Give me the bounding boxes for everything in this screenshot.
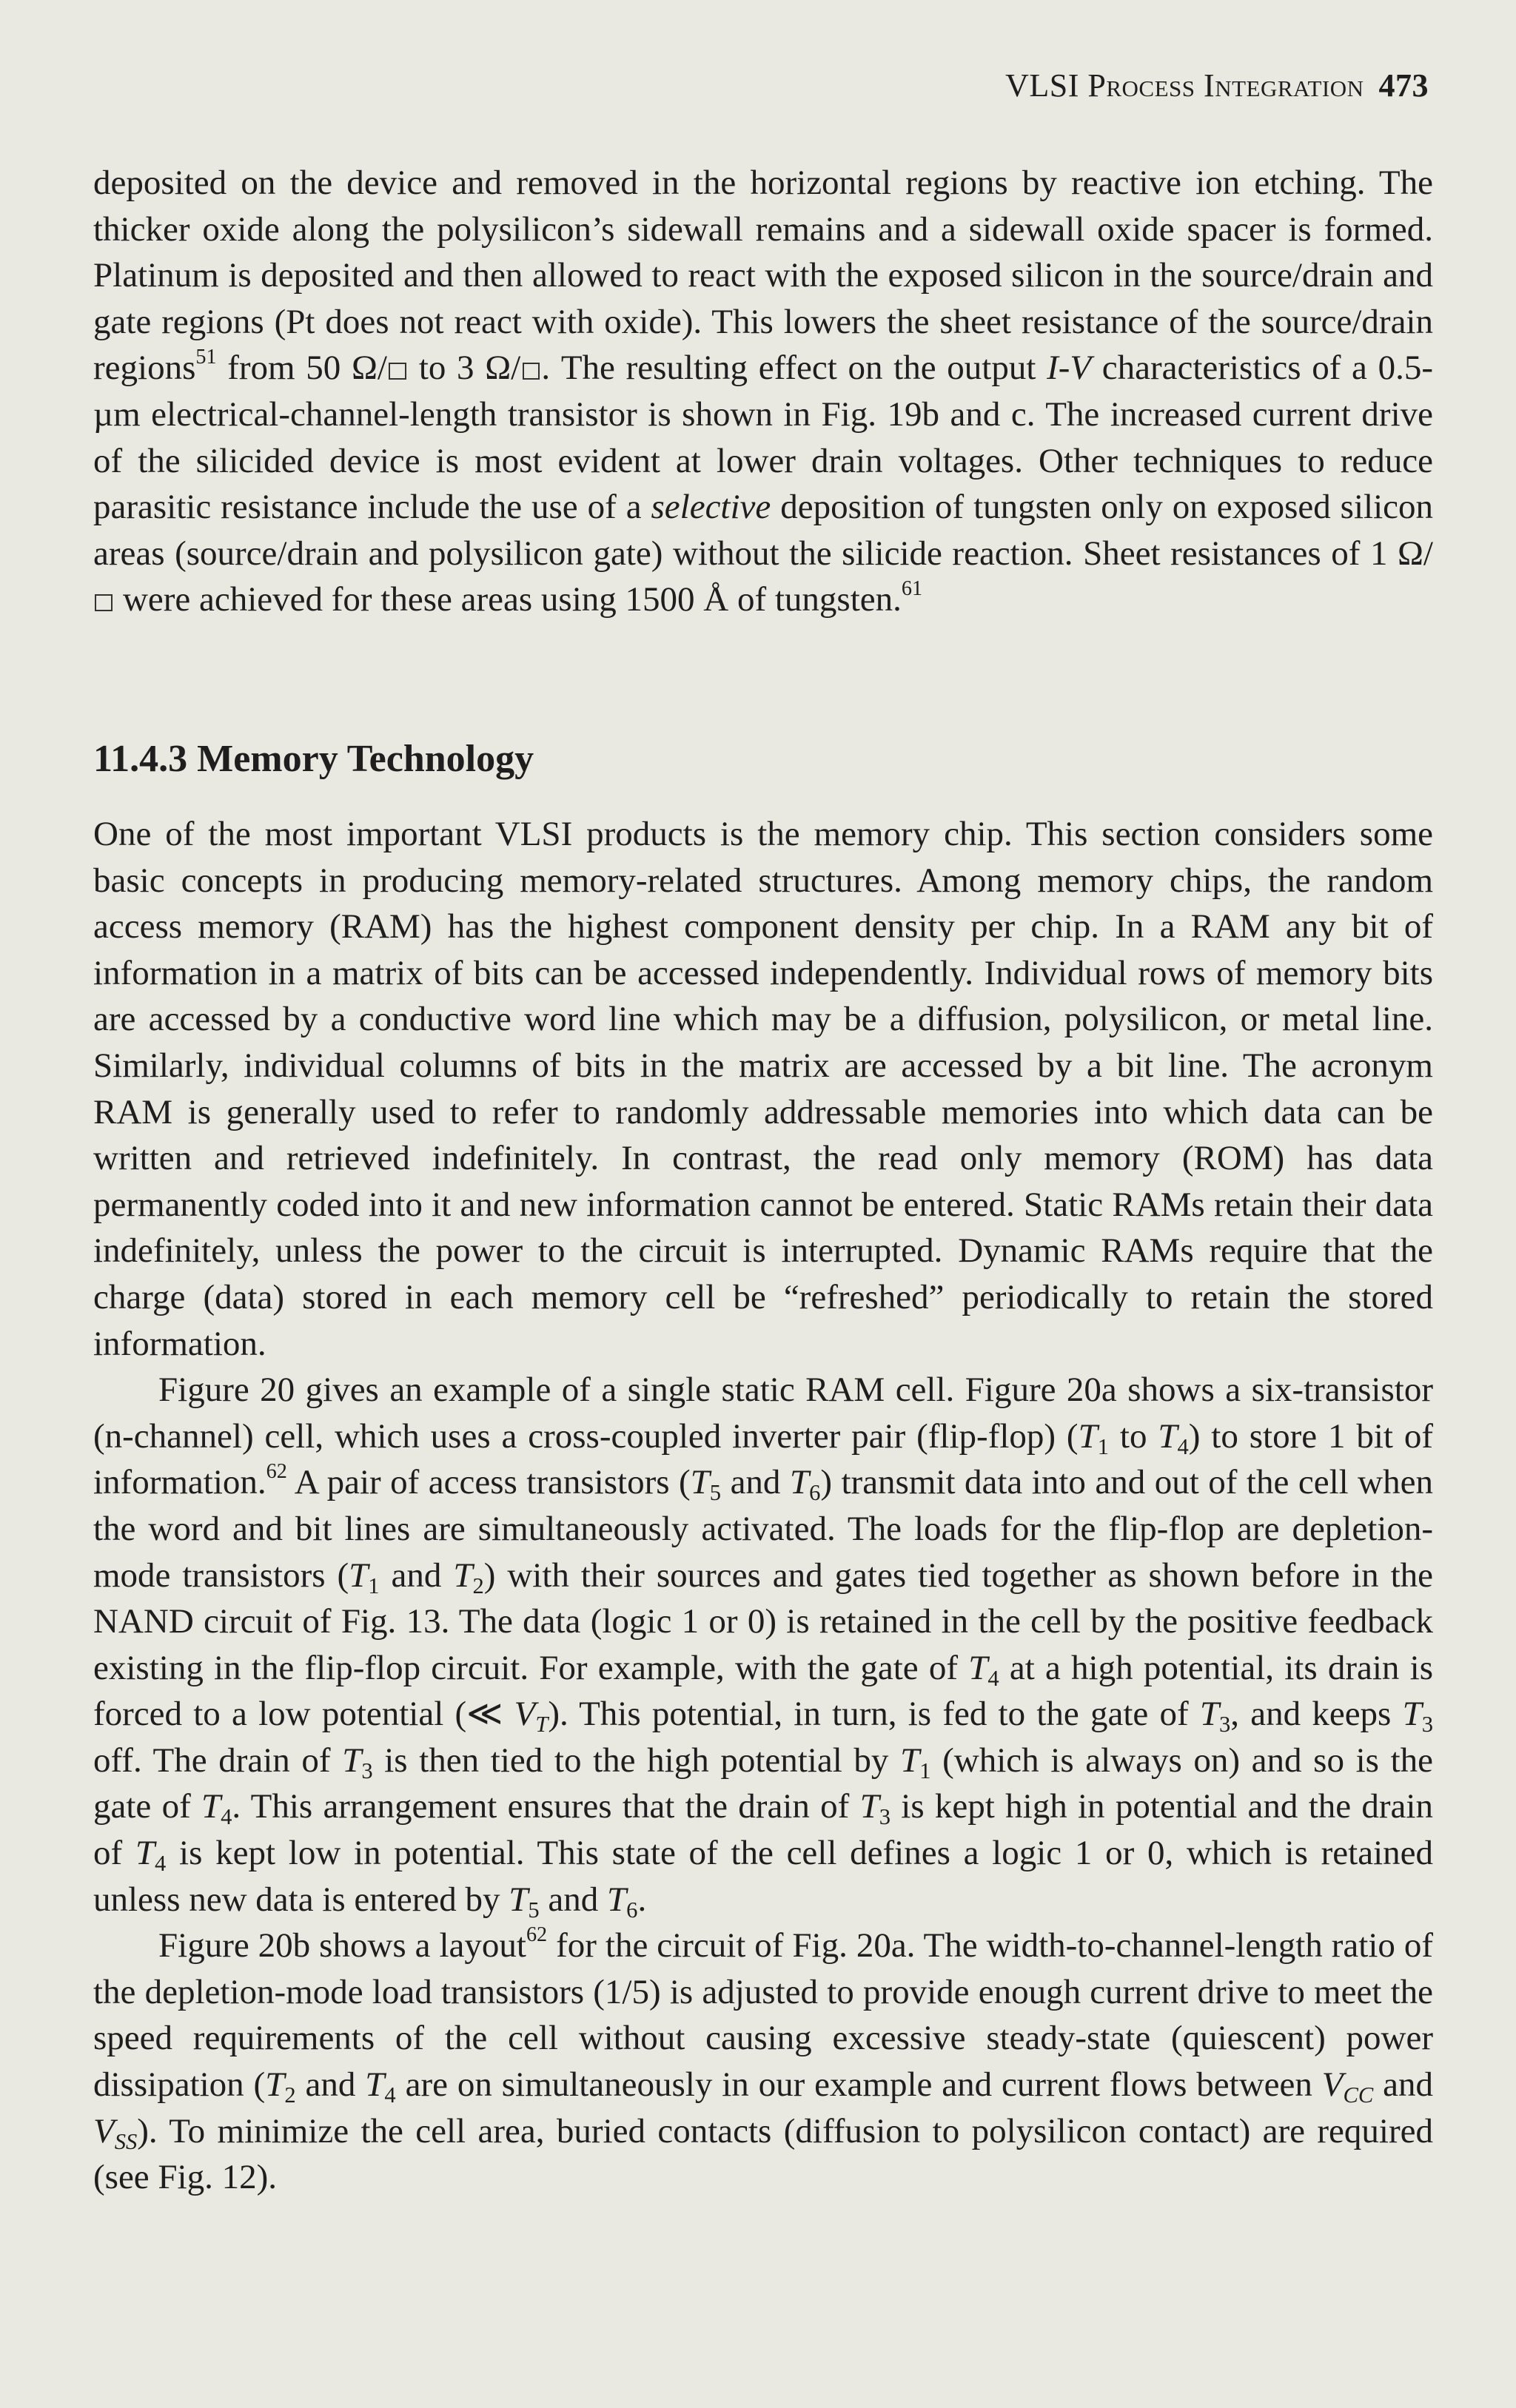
reference-51: 51: [195, 346, 217, 369]
reference-61: 61: [901, 577, 923, 601]
square-symbol: [389, 363, 406, 380]
paragraph-memory-intro: One of the most important VLSI products is the memory chip. This section considers some basic concepts in producing memory-related structures. Among memory chips, the random access memory (RAM) has the highest component density per chip. In a RAM any bit of information in a matrix of bits can be accessed independently. Individual rows of memory bits are accessed by a conductive word line which may be a diffusion, polysilicon, or metal line. Similarly, individual columns of bits in the matrix are accessed by a bit line. The acronym RAM is generally used to refer to randomly addressable memories into which data can be written and retrieved indefinitely. In contrast, the read only memory (ROM) has data permanently coded into it and new information cannot be entered. Static RAMs retain their data indefinitely, unless the power to the circuit is interrupted. Dynamic RAMs require that the charge (data) stored in each memory cell be “refreshed” periodically to retain the stored information.: [93, 815, 1433, 1363]
square-symbol: [95, 594, 113, 612]
reference-62: 62: [266, 1460, 287, 1484]
square-symbol: [523, 363, 540, 380]
paragraph: deposited on the device and removed in the horizontal regions by reactive ion etching. The thicker oxide along the polysilicon’s sidewall remains and a sidewall oxide spacer is formed. Platinum is deposited and then allowed to react with the exposed silicon in the source/drain and gate regions (Pt does not react with oxide). This lowers the sheet resistance of the source/drain regions$^{51}$ from 50 Ω/ to 3 Ω/ . The resulting effect on the output I-V characteristics of a 0.5-µm electrical-channel-length transistor is shown in Fig. 19b and c. The increased current drive of the silicided device is most evident at lower drain voltages. Other techniques to reduce parasitic resistance include the use of a selective deposition of tungsten only on exposed silicon areas (source/drain and polysilicon gate) without the silicide reaction. Sheet resistances of 1 Ω/ were achieved for these areas using 1500 Å of tungsten.$^{61}$: [93, 164, 1433, 619]
page-number: 473: [1378, 67, 1429, 104]
paragraph-static-ram: Figure 20 gives an example of a single static RAM cell. Figure 20a shows a six-transistor (n-channel) cell, which uses a cross-coupled inverter pair (flip-flop) ($T_1$ to $T_4$) to store 1 bit of information.$^{62}$ A pair of access transistors ($T_5$ and $T_6$) transmit data into and out of the cell when the word and bit lines are simultaneously activated. The loads for the flip-flop are depletion-mode transistors ($T_1$ and $T_2$) with their sources and gates tied together as shown before in the NAND circuit of Fig. 13. The data (logic 1 or 0) is retained in the cell by the positive feedback existing in the flip-flop circuit. For example, with the gate of $T_4$ at a high potential, its drain is forced to a low potential (≪ $V_T$). This potential, in turn, is fed to the gate of $T_3$, and keeps $T_3$ off. The drain of $T_3$ is then tied to the high potential by $T_1$ (which is always on) and so is the gate of $T_4$. This arrangement ensures that the drain of $T_3$ is kept high in potential and the drain of $T_4$ is kept low in potential. This state of the cell defines a logic 1 or 0, which is retained unless new data is entered by $T_5$ and $T_6$.: [93, 1371, 1434, 1923]
continued-paragraph: [93, 160, 1433, 623]
emphasis-selective: selective: [651, 488, 771, 527]
running-title: VLSI Process Integration: [1005, 67, 1364, 104]
paragraph-layout: Figure 20b shows a layout$^{62}$ for the circuit of Fig. 20a. The width-to-channel-length ratio of the depletion-mode load transistors (1/5) is adjusted to provide enough current drive to meet the speed requirements of the cell without causing excessive steady-state (quiescent) power dissipation ($T_2$ and $T_4$ are on simultaneously in our example and current flows between $V_{CC}$ and $V_{SS}$). To minimize the cell area, buried contacts (diffusion to polysilicon contact) are required (see Fig. 12).: [93, 1923, 1433, 2197]
running-header: [1005, 67, 1429, 104]
section-body: [93, 811, 1433, 2201]
section-heading: 11.4.3 Memory Technology: [93, 738, 534, 780]
reference-62: 62: [526, 1923, 548, 1947]
